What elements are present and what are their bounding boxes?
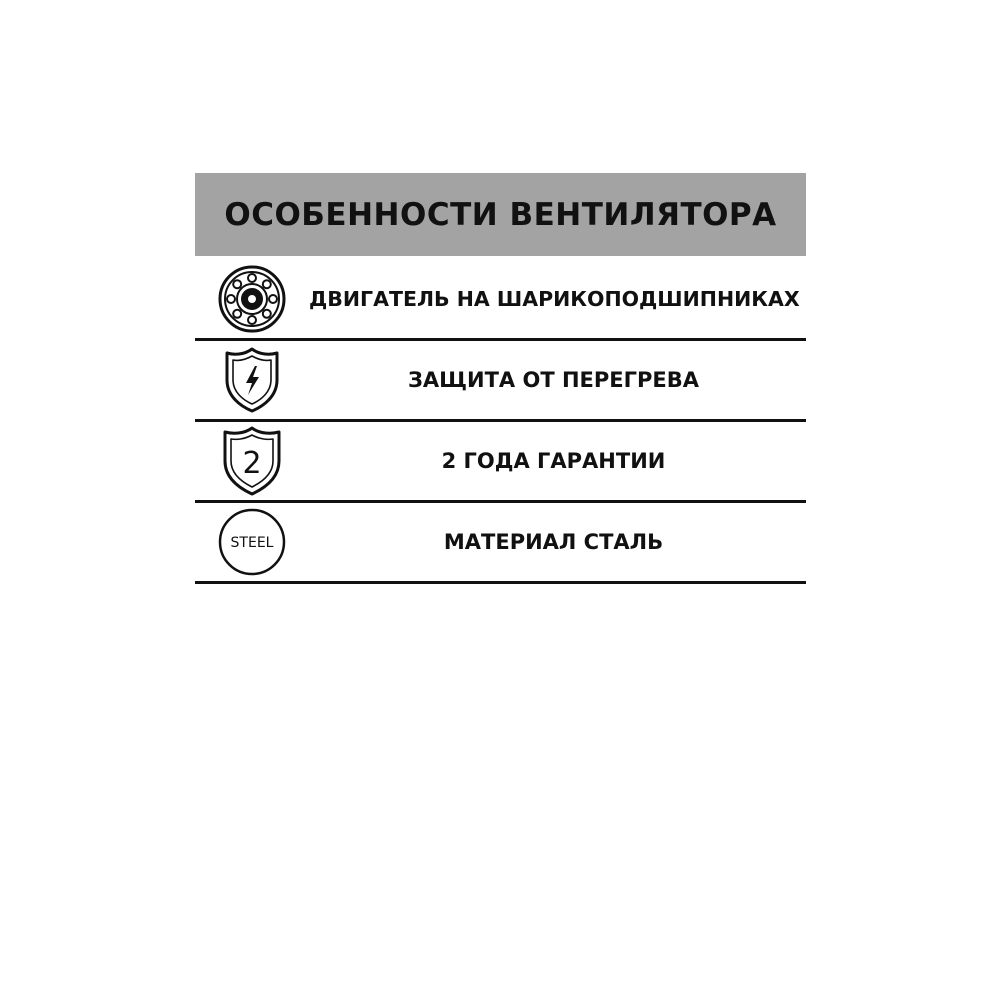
features-header — [195, 173, 806, 260]
feature-row-material — [195, 503, 806, 584]
steel-badge-icon — [195, 503, 309, 581]
features-panel — [195, 173, 806, 584]
feature-label: ЗАЩИТА ОТ ПЕРЕГРЕВА — [408, 368, 699, 392]
feature-row-bearing — [195, 260, 806, 341]
shield-number-icon — [195, 422, 309, 500]
shield-number-text: 2 — [242, 446, 262, 481]
feature-row-warranty — [195, 422, 806, 503]
feature-label: 2 ГОДА ГАРАНТИИ — [441, 449, 666, 473]
feature-label: МАТЕРИАЛ СТАЛЬ — [443, 530, 664, 554]
shield-lightning-icon — [195, 341, 309, 419]
feature-label: ДВИГАТЕЛЬ НА ШАРИКОПОДШИПНИКАХ — [309, 287, 800, 311]
page-title: ОСОБЕННОСТИ ВЕНТИЛЯТОРА — [224, 196, 777, 233]
ball-bearing-icon — [195, 260, 309, 338]
feature-row-overheat — [195, 341, 806, 422]
steel-badge-text: STEEL — [230, 535, 274, 551]
